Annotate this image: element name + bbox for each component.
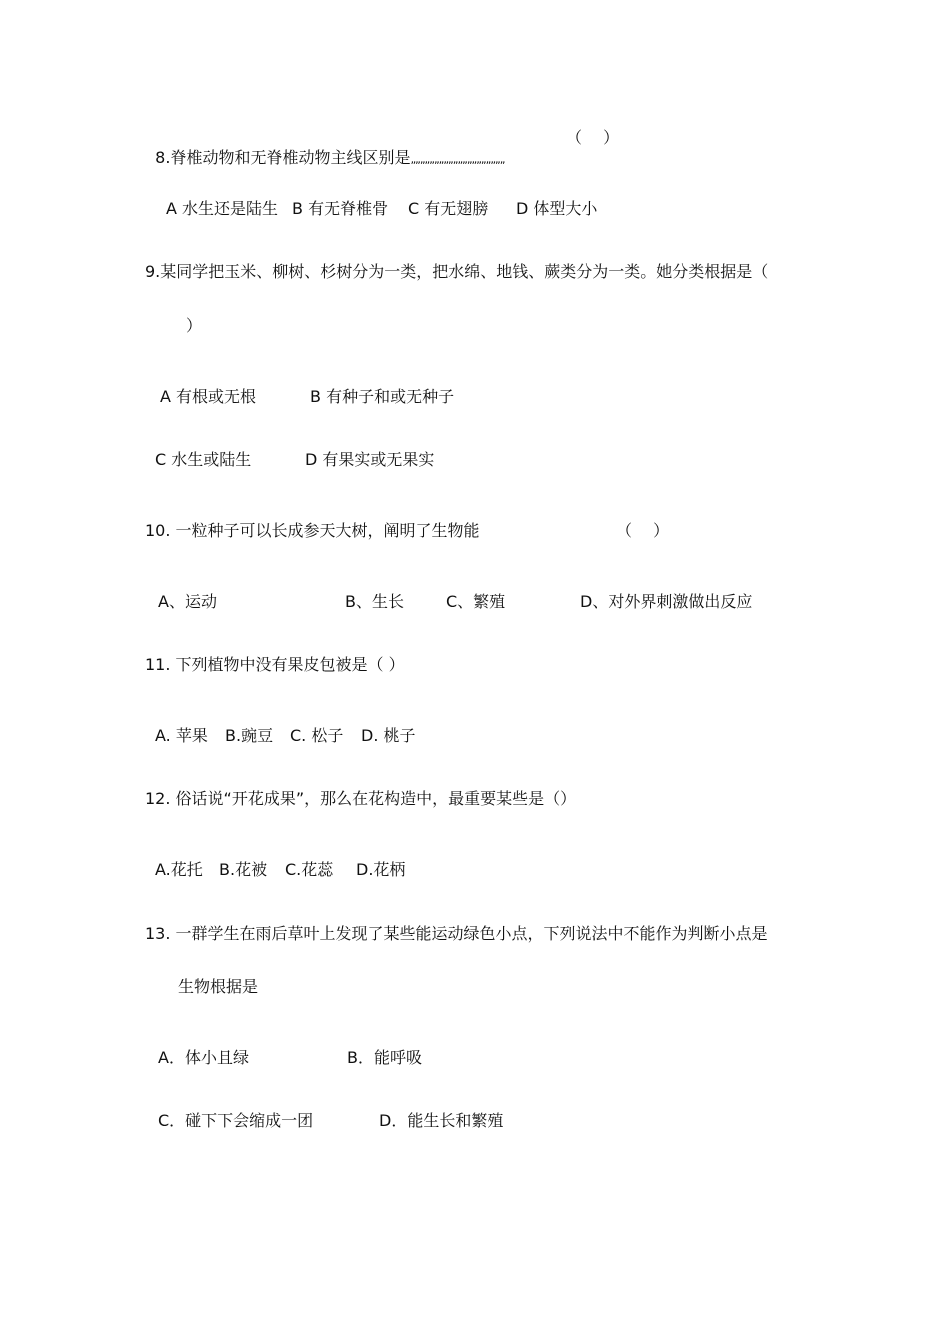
question-11-option-c: C. 松子 bbox=[290, 726, 344, 745]
question-13-option-d: D．能生长和繁殖 bbox=[379, 1111, 504, 1130]
question-12-option-c: C.花蕊 bbox=[285, 860, 334, 879]
question-12-option-a: A.花托 bbox=[155, 860, 203, 879]
question-11-option-d: D. 桃子 bbox=[361, 726, 416, 745]
question-8-text: 8.脊椎动物和无脊椎动物主线区别是 bbox=[155, 148, 411, 167]
question-8-option-c: C 有无翅膀 bbox=[408, 199, 489, 218]
question-13-stem-line-2: 生物根据是 bbox=[178, 977, 259, 996]
question-13-option-b: B．能呼吸 bbox=[347, 1048, 422, 1067]
question-10-option-a: A、运动 bbox=[158, 592, 217, 611]
question-11-option-b: B.豌豆 bbox=[225, 726, 274, 745]
question-13-option-a: A．体小且绿 bbox=[158, 1048, 249, 1067]
question-10-option-c: C、繁殖 bbox=[446, 592, 506, 611]
question-10-option-b: B、生长 bbox=[345, 592, 404, 611]
question-8-answer-paren: （ ） bbox=[566, 128, 620, 147]
question-9-answer-paren: ） bbox=[186, 316, 203, 335]
question-10-option-d: D、对外界刺激做出反应 bbox=[580, 592, 753, 611]
question-8-option-b: B 有无脊椎骨 bbox=[292, 199, 389, 218]
question-8-stem bbox=[145, 128, 504, 170]
question-9-option-b: B 有种子和或无种子 bbox=[310, 387, 455, 406]
question-9-stem: 9.某同学把玉米、柳树、杉树分为一类，把水绵、地钱、蕨类分为一类。她分类根据是（ bbox=[145, 262, 769, 281]
question-8-option-a: A 水生还是陆生 bbox=[166, 199, 279, 218]
question-9-option-a: A 有根或无根 bbox=[160, 387, 257, 406]
question-12-option-d: D.花柄 bbox=[356, 860, 406, 879]
question-13-stem-line-1: 13. 一群学生在雨后草叶上发现了某些能运动绿色小点，下列说法中不能作为判断小点是 bbox=[145, 924, 768, 943]
question-10-answer-paren: （ ） bbox=[616, 521, 670, 540]
question-9-option-c: C 水生或陆生 bbox=[155, 450, 252, 469]
question-11-stem: 11. 下列植物中没有果皮包被是（ ） bbox=[145, 655, 405, 674]
question-10-stem: 10. 一粒种子可以长成参天大树，阐明了生物能 bbox=[145, 521, 480, 540]
question-13-option-c: C．碰下下会缩成一团 bbox=[158, 1111, 314, 1130]
question-11-option-a: A. 苹果 bbox=[155, 726, 208, 745]
question-9-option-d: D 有果实或无果实 bbox=[305, 450, 435, 469]
question-12-option-b: B.花被 bbox=[219, 860, 268, 879]
question-8-dots: „„„„„„„„„„„„„„„„„„„„ bbox=[410, 153, 505, 166]
question-12-stem: 12. 俗话说“开花成果”，那么在花构造中，最重要某些是（） bbox=[145, 789, 577, 808]
question-8-option-d: D 体型大小 bbox=[516, 199, 598, 218]
